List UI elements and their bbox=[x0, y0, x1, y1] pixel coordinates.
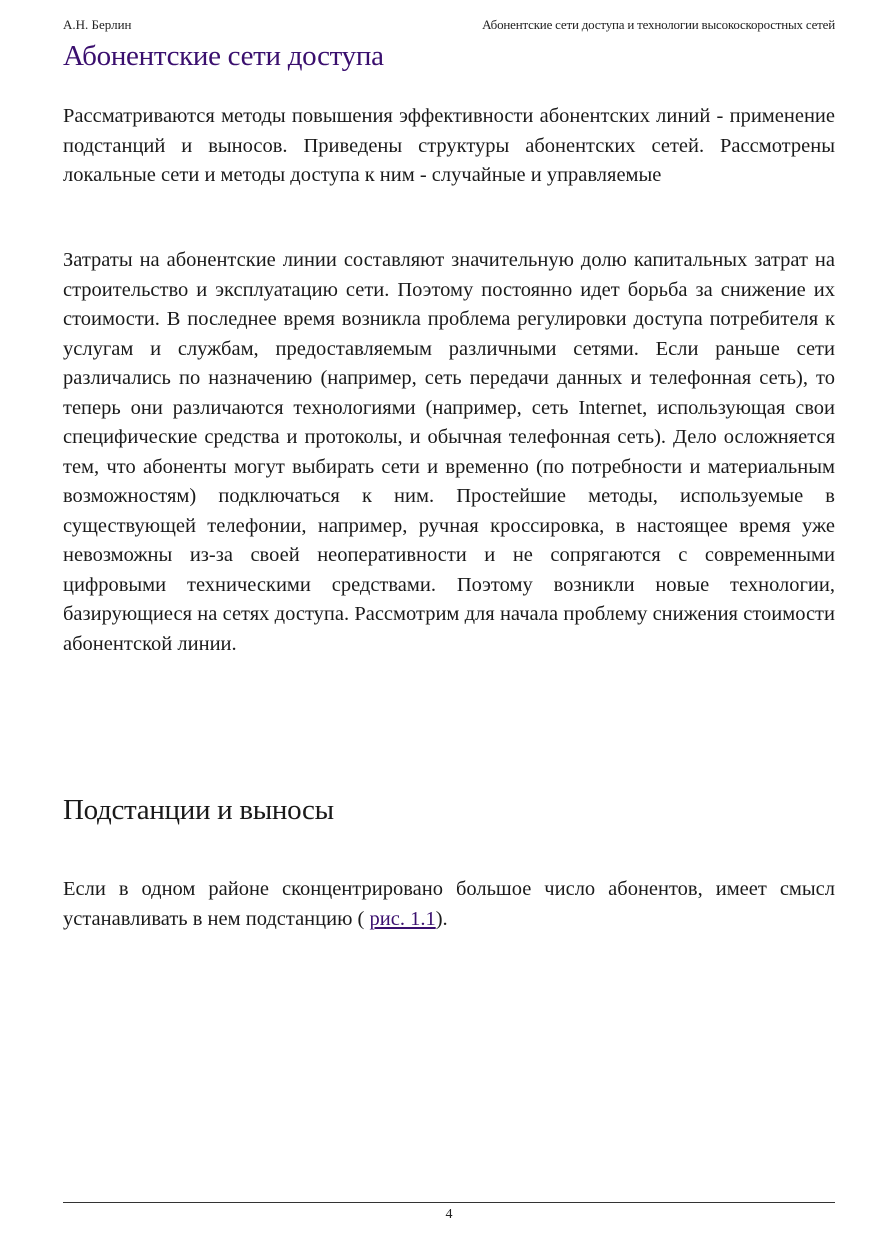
figure-link[interactable]: рис. 1.1 bbox=[369, 907, 436, 930]
substations-text-before-link: Если в одном районе сконцентрировано большое число абонентов, имеет смысл устанавливать в нем подстанцию ( bbox=[63, 878, 835, 930]
substations-text-after-link: ). bbox=[435, 907, 448, 930]
intro-paragraph: Затраты на абонентские линии составляют значительную долю капитальных затрат на строительство и эксплуатацию сети. Поэтому постоянно идет борьба за снижение их стоимости. В последнее время возникла проблема регулировки доступа потребителя к услугам и службам, предоставляемым различными сетями. Если раньше сети различались по назначению (например, сеть передачи данных и телефонная сеть), то теперь они различаются технологиями (например, сеть Internet, использующая свои специфические средства и протоколы, и обычная телефонная сеть). Дело осложняется тем, что абоненты могут выбирать сети и временно (по потребности и материальным возможностям) подключаться к ним. Простейшие методы, используемые в существующей телефонии, например, ручная кроссировка, в настоящее время уже невозможны из-за своей неоперативности и не сопрягаются с современными цифровыми техническими средствами. Поэтому возникли новые технологии, базирующиеся на сетях доступа. Рассмотрим для начала проблему снижения стоимости абонентской линии. bbox=[63, 249, 835, 655]
page-number: 4 bbox=[445, 1207, 453, 1222]
abstract-paragraph: Рассматриваются методы повышения эффективности абонентских линий - применение подстанций и выносов. Приведены структуры абонентских сетей. Рассмотрены локальные сети и методы доступа к ним - случайные и управляемые bbox=[63, 105, 835, 186]
footer-divider bbox=[63, 1202, 835, 1203]
chapter-title: Абонентские сети доступа bbox=[63, 40, 384, 72]
substations-paragraph bbox=[63, 875, 835, 934]
header-author: А.Н. Берлин bbox=[63, 17, 132, 32]
section-title: Подстанции и выносы bbox=[63, 794, 334, 826]
document-page bbox=[63, 0, 835, 1241]
header-book-title: Абонентские сети доступа и технологии высокоскоростных сетей bbox=[482, 17, 835, 32]
